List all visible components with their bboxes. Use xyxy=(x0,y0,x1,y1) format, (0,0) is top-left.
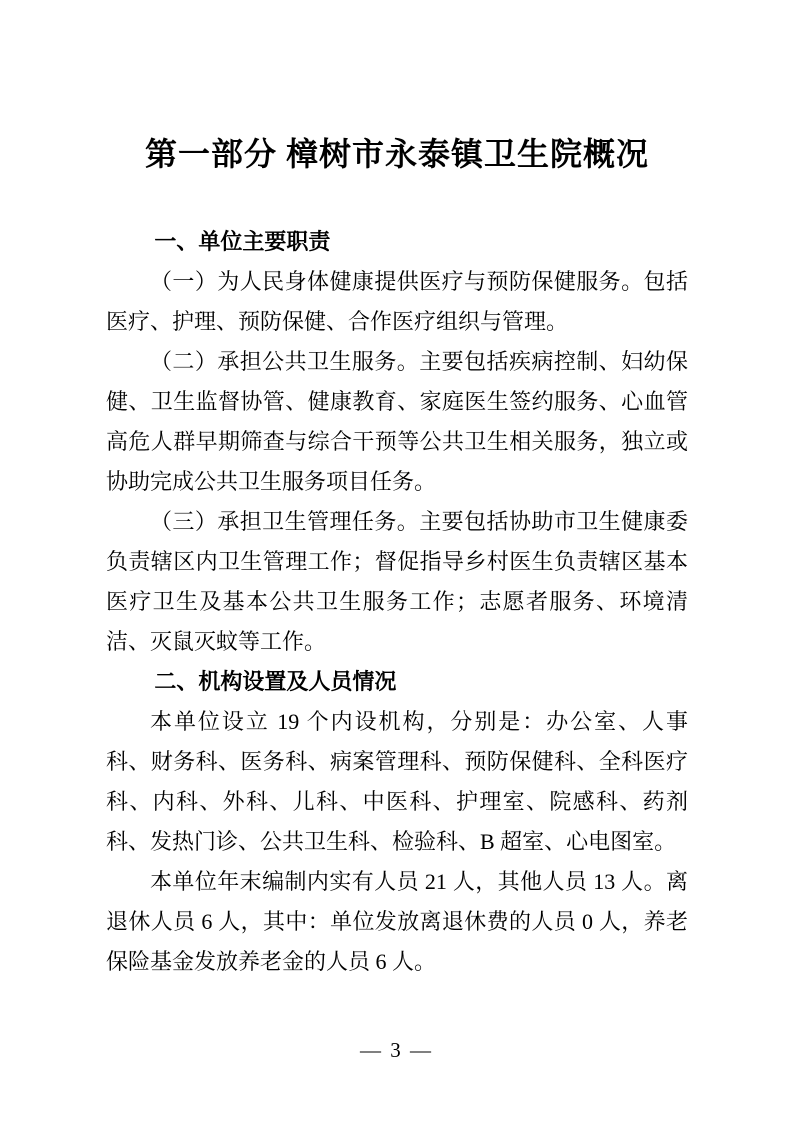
document-title: 第一部分 樟树市永泰镇卫生院概况 xyxy=(144,136,649,172)
section-heading-organization: 二、机构设置及人员情况 xyxy=(154,669,397,694)
paragraph-responsibility-1: （一）为人民身体健康提供医疗与预防保健服务。包括医疗、护理、预防保健、合作医疗组织与管理。 xyxy=(106,269,688,334)
paragraph-internal-departments: 本单位设立 19 个内设机构，分别是：办公室、人事科、财务科、医务科、病案管理科、预防保健科、全科医疗科、内科、外科、儿科、中医科、护理室、院感科、药剂科、发热门诊、公共卫生科、检验科、B 超室、心电图室。 xyxy=(106,709,688,854)
paragraph-responsibility-3: （三）承担卫生管理任务。主要包括协助市卫生健康委负责辖区内卫生管理工作；督促指导乡村医生负责辖区基本医疗卫生及基本公共卫生服务工作；志愿者服务、环境清洁、灭鼠灭蚊等工作。 xyxy=(106,509,688,654)
section-unit-responsibilities xyxy=(106,222,688,662)
section-heading-responsibilities: 一、单位主要职责 xyxy=(154,229,331,254)
paragraph-personnel-counts: 本单位年末编制内实有人员 21 人，其他人员 13 人。离退休人员 6 人，其中：单位发放离退休费的人员 0 人，养老保险基金发放养老金的人员 6 人。 xyxy=(106,869,688,974)
page-number: — 3 — xyxy=(360,1038,433,1062)
section-organization-personnel xyxy=(106,662,688,982)
paragraph-responsibility-2: （二）承担公共卫生服务。主要包括疾病控制、妇幼保健、卫生监督协管、健康教育、家庭医生签约服务、心血管高危人群早期筛查与综合干预等公共卫生相关服务，独立或协助完成公共卫生服务项目任务。 xyxy=(106,349,688,494)
